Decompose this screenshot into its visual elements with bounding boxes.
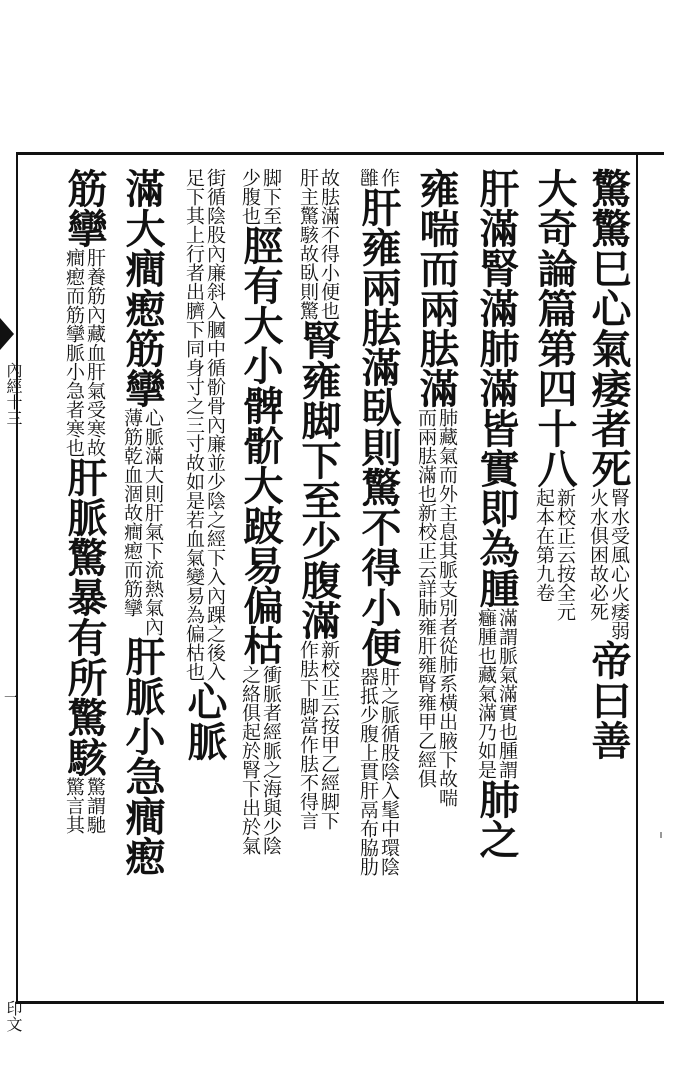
main-text: 驚驚巳心氣痿者死 — [585, 168, 632, 488]
main-text: 肝脈驚暴有所驚駭 — [61, 457, 108, 777]
main-text: 肝滿腎滿肺滿皆實即為腫 — [473, 168, 520, 608]
main-text: 帝曰善 — [585, 640, 632, 760]
main-text: 筋攣 — [61, 168, 108, 248]
commentary-text: 起本在第九卷 — [533, 488, 555, 602]
commentary-text: 癰腫也藏氣滿乃如是 — [475, 608, 497, 779]
commentary-text: 脚下至 — [260, 168, 282, 225]
commentary-text: 街循陰股內廉斜入膕中循骱骨內廉並少陰之經下入內踝之後入 — [204, 168, 226, 681]
text-column-5 — [352, 168, 404, 996]
text-column-2 — [528, 168, 580, 996]
main-text: 雍喘而兩胠滿 — [413, 168, 460, 408]
text-column-7 — [234, 168, 286, 996]
commentary-text: 肝主驚駭故臥則驚 — [297, 168, 319, 320]
commentary-text: 肺藏氣而外主息其脈支別者從肺系橫出腋下故喘 — [436, 408, 458, 807]
text-column-6 — [292, 168, 344, 996]
commentary-pair — [240, 168, 280, 225]
commentary-pair — [298, 168, 338, 320]
commentary-text: 肝之脈循股陰入髦中環陰 — [378, 667, 400, 876]
commentary-text: 衝脈者經脈之海與少陰 — [260, 665, 282, 855]
commentary-text: 器抵少腹上貫肝鬲布脇肋 — [357, 667, 379, 876]
text-column-8 — [178, 168, 230, 996]
commentary-text: 薄筋乾血涸故癎瘛而筋攣 — [121, 408, 143, 617]
left-border-line — [16, 152, 18, 1004]
main-text: 肝雍兩胠滿臥則驚不得小便 — [355, 187, 402, 667]
commentary-pair — [184, 168, 224, 681]
commentary-text: 作胠下脚當作胠不得言 — [297, 640, 319, 830]
fish-tail-mark — [0, 318, 14, 350]
commentary-text: 腎水受風心火痿弱 — [608, 488, 630, 640]
commentary-text: 之絡俱起於腎下出於氣 — [239, 665, 261, 855]
commentary-text: 火水俱困故必死 — [587, 488, 609, 621]
margin-bottom-text: 印文 — [4, 1000, 23, 1032]
commentary-pair — [64, 248, 104, 457]
text-column-1 — [582, 168, 634, 996]
main-text: 脛有大小髀骱大跛易偏枯 — [237, 225, 284, 665]
text-column-10 — [58, 168, 110, 996]
main-text: 肺之 — [473, 779, 520, 859]
commentary-text: 驚謂馳 — [84, 777, 106, 834]
main-text: 心脈 — [181, 681, 228, 761]
commentary-pair — [358, 168, 398, 187]
commentary-text: 少腹也 — [239, 168, 261, 225]
commentary-text: 癎瘛而筋攣脈小急者寒也 — [63, 248, 85, 457]
text-column-3 — [470, 168, 522, 996]
commentary-text: 肝養筋內藏血肝氣受寒故 — [84, 248, 106, 457]
right-border-line — [636, 152, 638, 1004]
commentary-text: 新校正云按甲乙經脚下 — [318, 640, 340, 830]
commentary-text: 作 — [378, 168, 400, 187]
margin-page-number: 一 — [4, 691, 18, 707]
commentary-text: 新校正云按全元 — [554, 488, 576, 621]
commentary-pair — [298, 640, 338, 830]
commentary-pair — [476, 608, 516, 779]
commentary-pair — [534, 488, 574, 621]
commentary-text: 足下其上行者出臍下同身寸之三寸故如是若血氣變易為偏枯也 — [183, 168, 205, 681]
commentary-pair — [240, 665, 280, 855]
text-column-4 — [410, 168, 462, 996]
commentary-text: 滿謂脈氣滿實也腫謂 — [496, 608, 518, 779]
commentary-pair — [64, 777, 104, 834]
margin-title: 內經十三 — [4, 362, 23, 426]
print-speck — [660, 832, 662, 838]
main-text: 肝脈小急癎瘛 — [119, 636, 166, 876]
commentary-text: 心脈滿大則肝氣下流熱氣內 — [142, 408, 164, 636]
main-text: 滿大癎瘛筋攣 — [119, 168, 166, 408]
text-column-9 — [116, 168, 168, 996]
commentary-text: 而兩胠滿也新校正云詳肺雍肝雍腎雍甲乙經俱 — [415, 408, 437, 788]
commentary-pair — [416, 408, 456, 807]
commentary-text: 故胠滿不得小便也 — [318, 168, 340, 320]
commentary-pair — [358, 667, 398, 876]
main-text: 腎雍脚下至少腹滿 — [295, 320, 342, 640]
commentary-pair — [122, 408, 162, 636]
commentary-pair — [588, 488, 628, 640]
commentary-text: 驚言其 — [63, 777, 85, 834]
main-text: 大奇論篇第四十八 — [531, 168, 578, 488]
commentary-text: 雝 — [357, 168, 379, 187]
